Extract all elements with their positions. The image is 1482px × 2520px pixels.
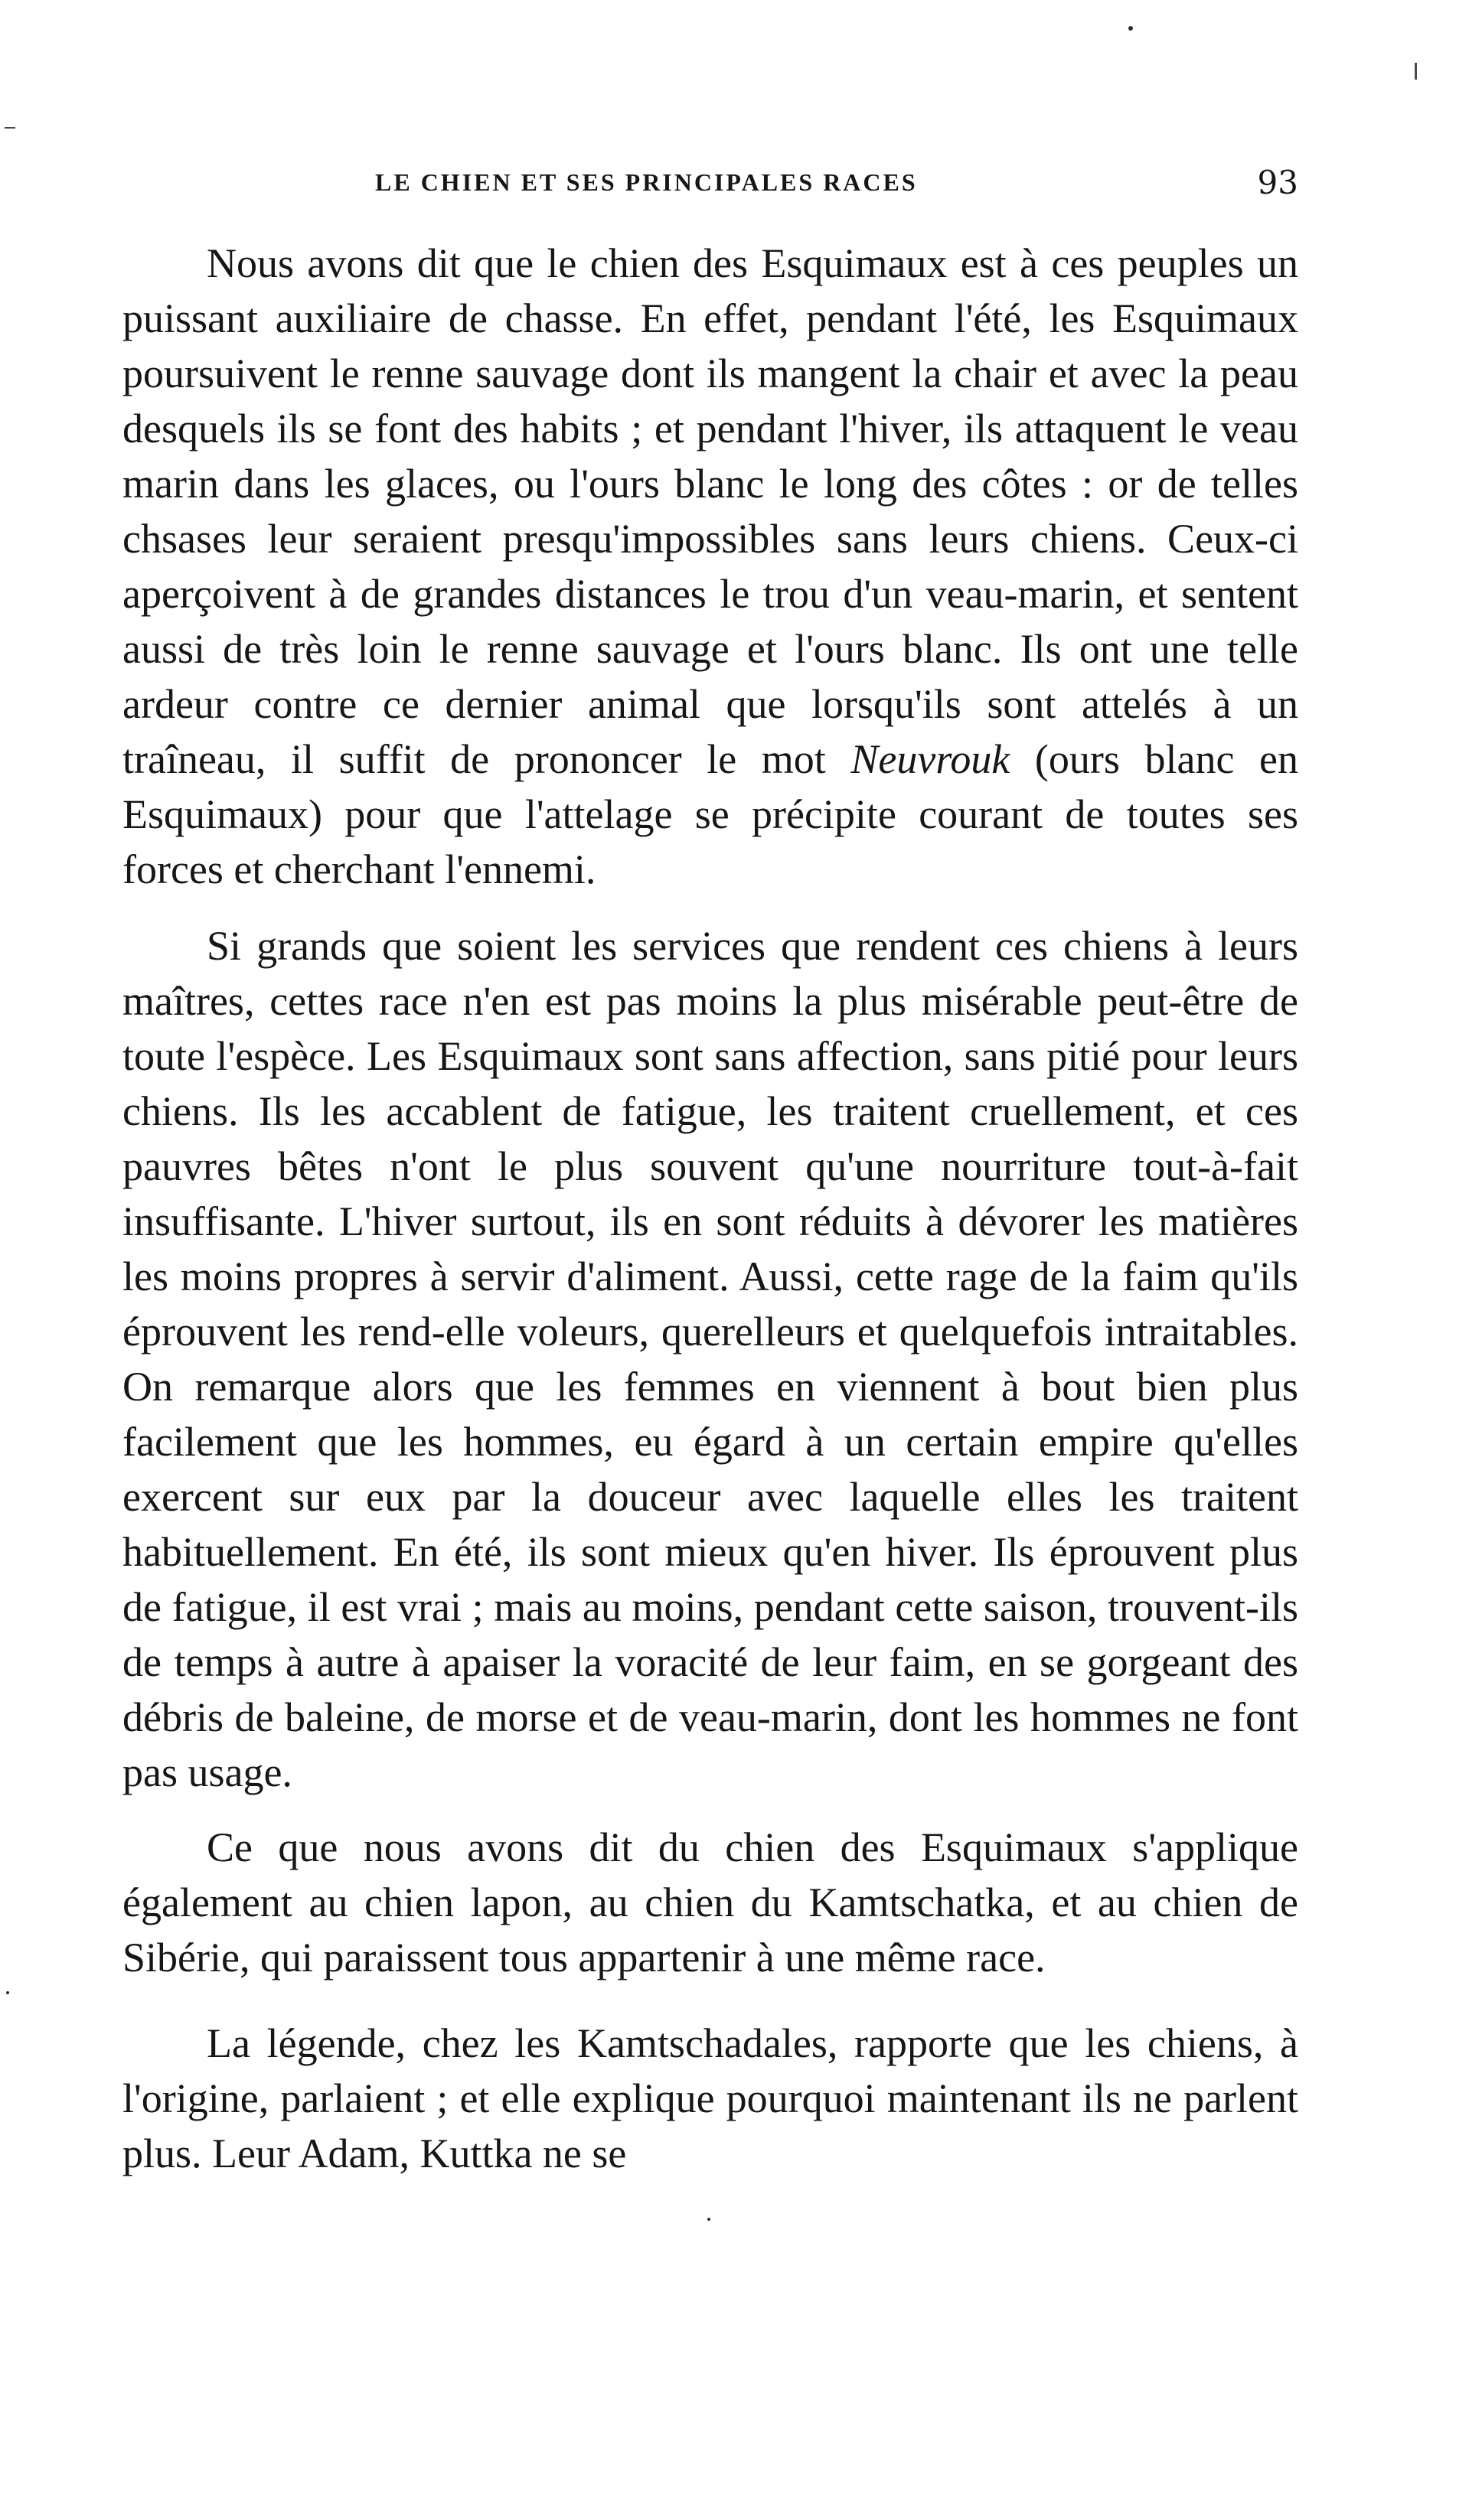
paragraph-text: Ce que nous avons dit du chien des Esquimaux s'applique également au chien lapon, au chien du Kamtschatka, et au chien de Sibérie, qui paraissent tous appartenir à une même race. [122, 1824, 1298, 1980]
paragraph-text: Si grands que soient les services que rendent ces chiens à leurs maîtres, cettes race n'en est pas moins la plus misérable peut-être de toute l'espèce. Les Esquimaux sont sans affection, sans pitié pour leurs chiens. Ils les accablent de fatigue, les traitent cruellement, et ces pauvres bêtes n'ont le plus souvent qu'une nourriture tout-à-fait insuffisante. L'hiver surtout, ils en sont réduits à dévorer les matières les moins propres à servir d'aliment. Aussi, cette rage de la faim qu'ils éprouvent les rend-elle voleurs, querelleurs et quelquefois intraitables. On remarque alors que les femmes en viennent à bout bien plus facilement que les hommes, eu égard à un certain empire qu'elles exercent sur eux par la douceur avec laquelle elles les traitent habituellement. En été, ils sont mieux qu'en hiver. Ils éprouvent plus de fatigue, il est vrai ; mais au moins, pendant cette saison, trouvent-ils de temps à autre à apaiser la voracité de leur faim, en se gorgeant des débris de baleine, de morse et de veau-marin, dont les hommes ne font pas usage. [122, 923, 1298, 1795]
paragraph-related-breeds [122, 1820, 1298, 1985]
paragraph-text: Nous avons dit que le chien des Esquimaux est à ces peuples un puissant auxiliaire de chasse. En effet, pendant l'été, les Esquimaux poursuivent le renne sauvage dont ils mangent la chair et avec la peau desquels ils se font des habits ; et pendant l'hiver, ils attaquent le veau marin dans les glaces, ou l'ours blanc le long des côtes : or de telles chsases leur seraient presqu'impossibles sans leurs chiens. Ceux-ci aperçoivent à de grandes distances le trou d'un veau-marin, et sentent aussi de très loin le renne sauvage et l'ours blanc. Ils ont une telle ardeur contre ce dernier animal que lorsqu'ils sont attelés à un traîneau, il suffit de prononcer le mot [122, 240, 1298, 782]
ink-speck [1128, 26, 1133, 31]
ink-speck [6, 1991, 9, 1994]
body-text [122, 236, 1298, 2181]
paragraph-kamtschadale-legend [122, 2016, 1298, 2181]
paragraph-eskimo-dog-hunting [122, 236, 1298, 897]
scan-edge-mark [1415, 63, 1417, 80]
scan-edge-mark [5, 127, 15, 129]
running-head [122, 164, 1298, 210]
page-number: 93 [1257, 164, 1298, 201]
italic-word-neuvrouk: Neuvrouk [850, 736, 1010, 782]
paragraph-eskimo-dog-treatment [122, 918, 1298, 1800]
running-title: LE CHIEN ET SES PRINCIPALES RACES [375, 168, 918, 196]
paragraph-text: (ours blanc en Esquimaux) pour que l'attelage se précipite courant de toutes ses forces et cherchant l'ennemi. [122, 736, 1298, 892]
paragraph-text: La légende, chez les Kamtschadales, rapporte que les chiens, à l'origine, parlaient ; et elle explique pourquoi maintenant ils ne parlent plus. Leur Adam, Kuttka ne se [122, 2020, 1298, 2176]
ink-speck [707, 2218, 710, 2221]
